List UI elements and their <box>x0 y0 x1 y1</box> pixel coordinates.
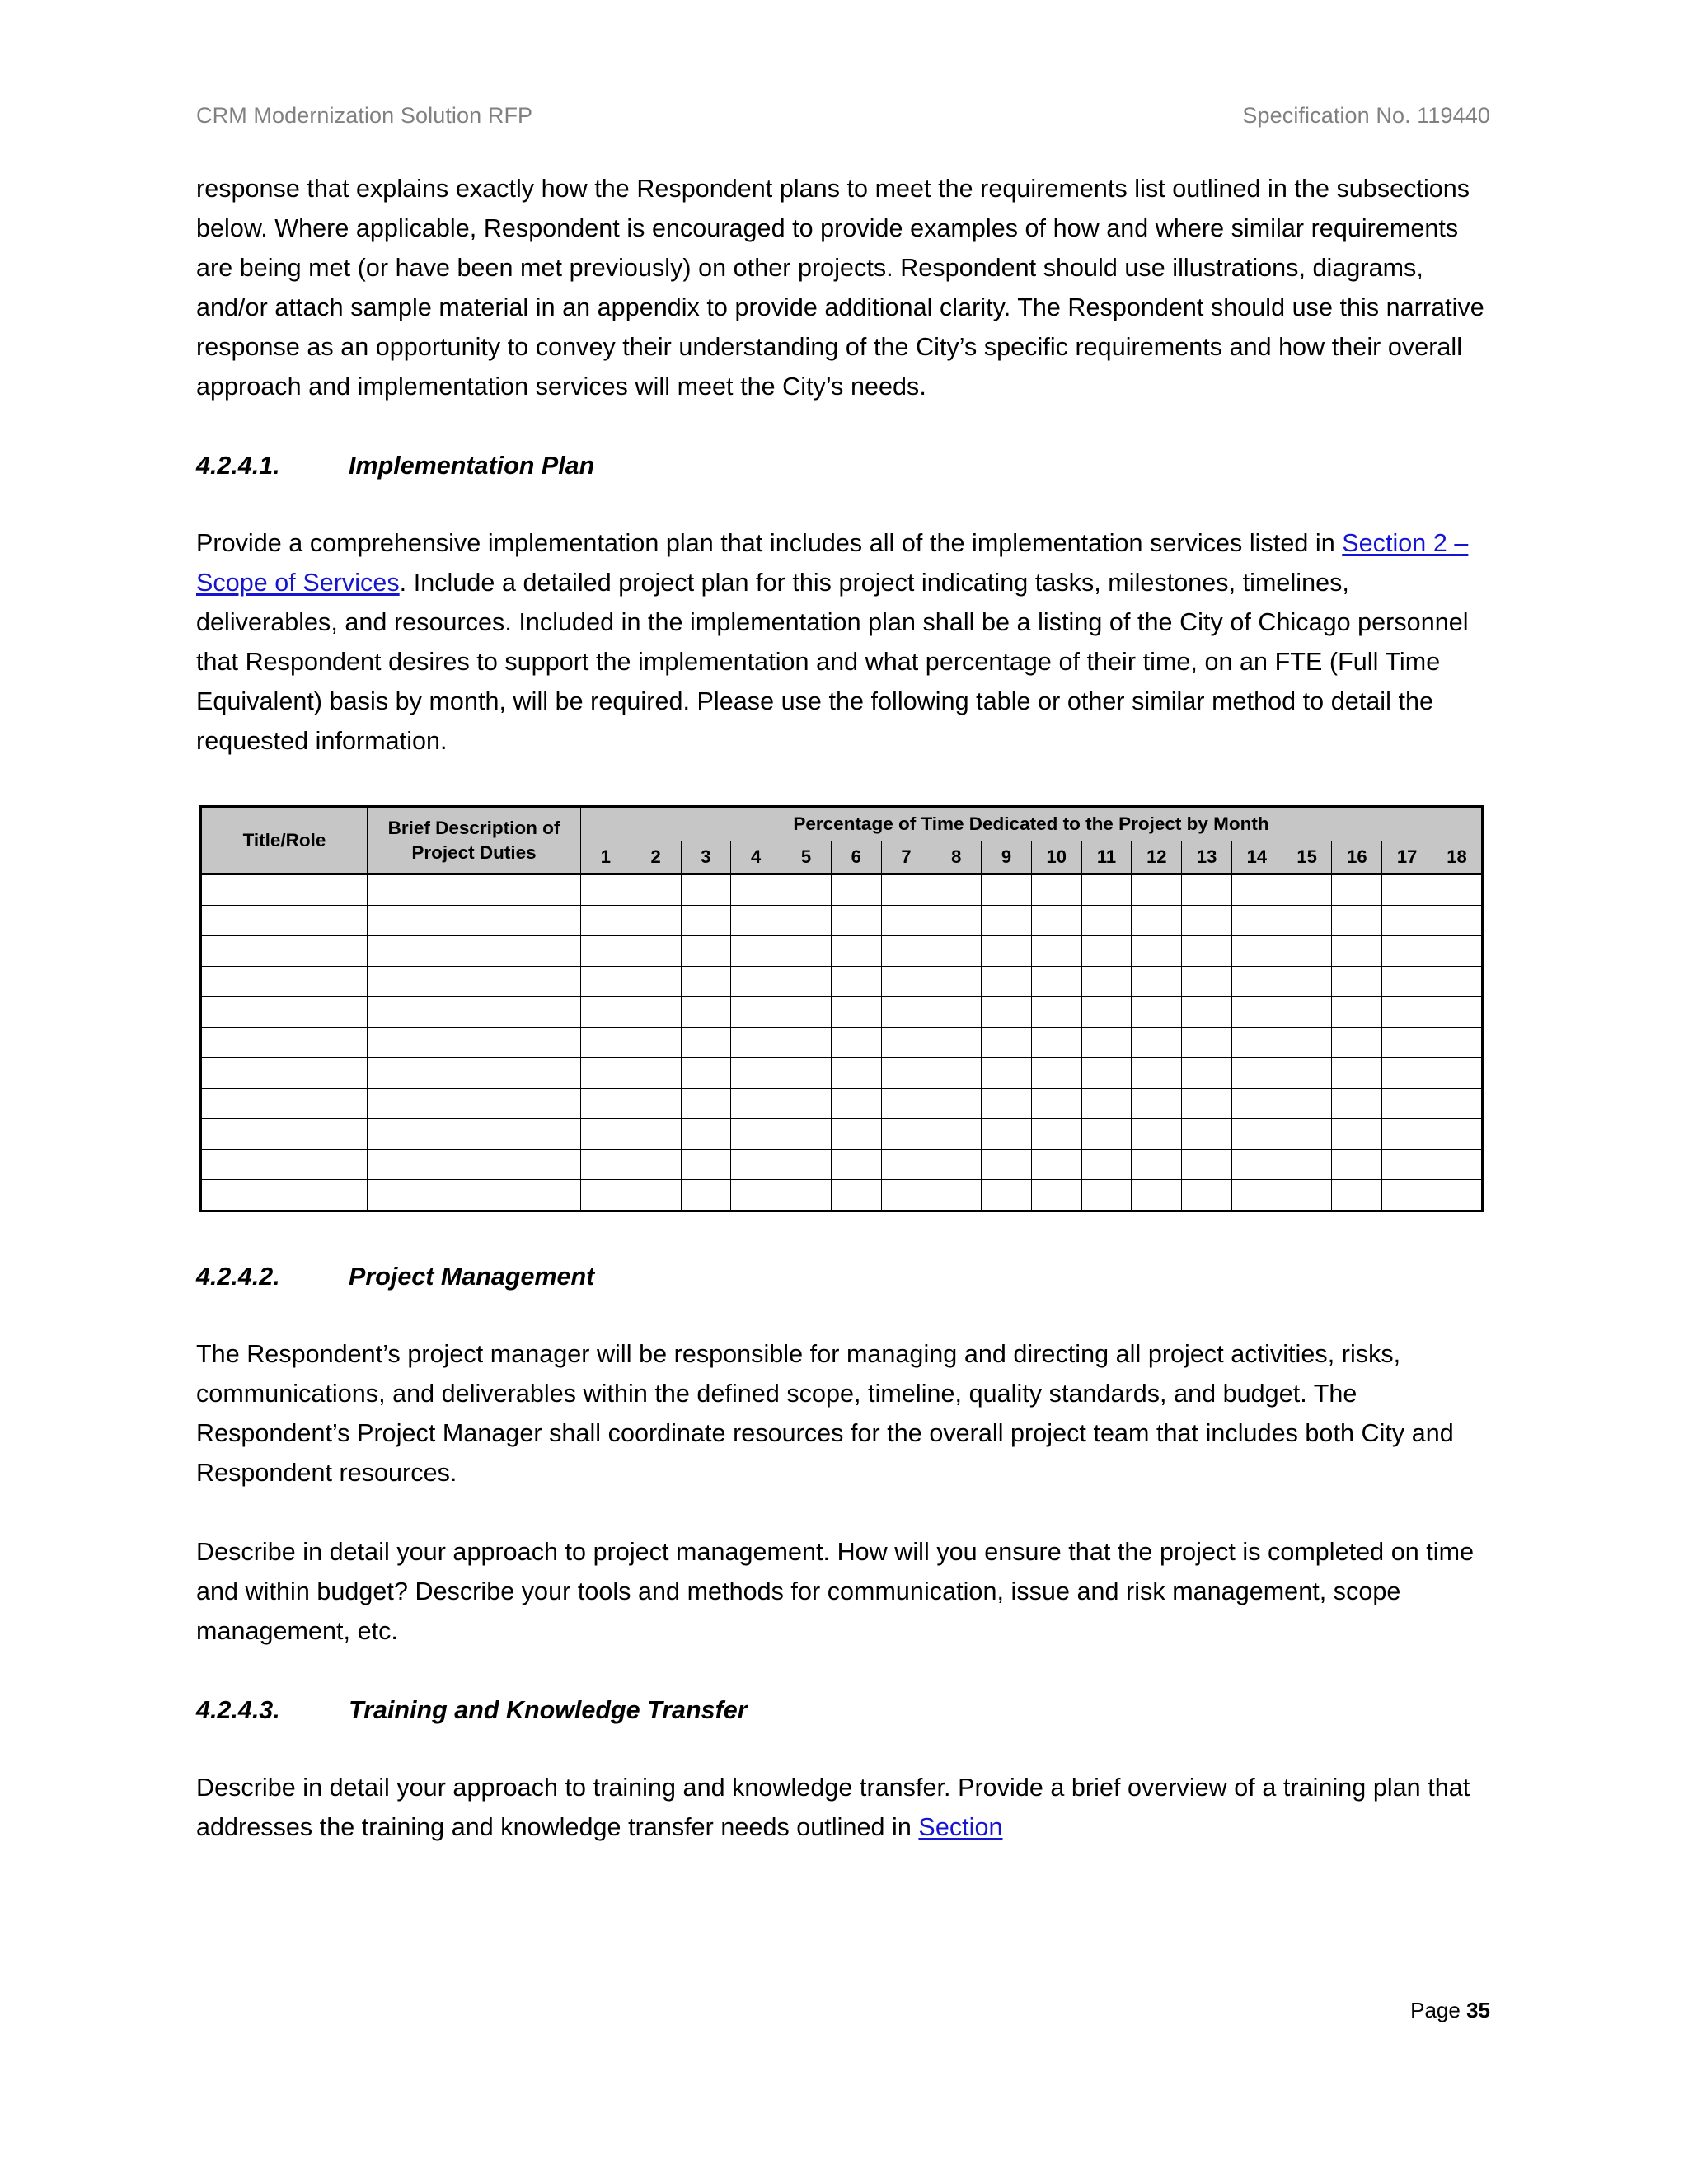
cell-month-9[interactable] <box>982 967 1032 997</box>
cell-month-7[interactable] <box>881 906 931 936</box>
cell-month-5[interactable] <box>781 1150 832 1180</box>
cell-month-18[interactable] <box>1432 936 1483 967</box>
heading-4-2-4-2 <box>196 1258 1490 1295</box>
running-footer <box>196 1998 1490 2023</box>
intro-paragraph: response that explains exactly how the Respondent plans to meet the requirements list outlined in the subsections below. Where applicable, Respondent is encouraged to provide examples of how and where similar requirements are being met (or have been met previously) on other projects. Respondent should use illustrations, diagrams, and/or attach sample material in an appendix to provide additional clarity. The Respondent should use this narrative response as an opportunity to convey their understanding of the City’s specific requirements and how their overall approach and implementation services will meet the City’s needs. <box>196 175 1484 401</box>
cell-month-17[interactable] <box>1382 874 1432 906</box>
cell-month-8[interactable] <box>931 874 982 906</box>
cell-month-17[interactable] <box>1382 1180 1432 1212</box>
cell-month-8[interactable] <box>931 1119 982 1150</box>
cell-month-17[interactable] <box>1382 1028 1432 1058</box>
cell-month-13[interactable] <box>1182 1089 1232 1119</box>
cell-month-11[interactable] <box>1081 874 1132 906</box>
cell-month-5[interactable] <box>781 1180 832 1212</box>
cell-month-16[interactable] <box>1332 1119 1382 1150</box>
cell-month-16[interactable] <box>1332 1058 1382 1089</box>
cell-month-7[interactable] <box>881 1180 931 1212</box>
cell-month-7[interactable] <box>881 967 931 997</box>
cell-title-role[interactable] <box>201 1150 368 1180</box>
cell-month-10[interactable] <box>1031 1089 1081 1119</box>
cell-month-8[interactable] <box>931 967 982 997</box>
cell-month-9[interactable] <box>982 1180 1032 1212</box>
cell-month-11[interactable] <box>1081 997 1132 1028</box>
cell-month-13[interactable] <box>1182 967 1232 997</box>
cell-month-6[interactable] <box>831 997 881 1028</box>
cell-month-18[interactable] <box>1432 967 1483 997</box>
cell-month-1[interactable] <box>581 997 631 1028</box>
cell-title-role[interactable] <box>201 936 368 967</box>
cell-month-10[interactable] <box>1031 874 1081 906</box>
th-month-15: 15 <box>1282 841 1332 874</box>
cell-month-2[interactable] <box>631 1089 681 1119</box>
cell-month-6[interactable] <box>831 1028 881 1058</box>
cell-month-1[interactable] <box>581 1180 631 1212</box>
th-month-13: 13 <box>1182 841 1232 874</box>
cell-month-9[interactable] <box>982 1058 1032 1089</box>
cell-month-6[interactable] <box>831 1150 881 1180</box>
cell-month-1[interactable] <box>581 967 631 997</box>
cell-month-16[interactable] <box>1332 1180 1382 1212</box>
document-content <box>196 169 1490 1847</box>
th-month-6: 6 <box>831 841 881 874</box>
cell-month-9[interactable] <box>982 936 1032 967</box>
cell-month-10[interactable] <box>1031 936 1081 967</box>
running-header <box>196 103 1490 129</box>
spacer <box>196 761 1490 805</box>
cell-month-13[interactable] <box>1182 1058 1232 1089</box>
project-management-paragraph-2: Describe in detail your approach to project management. How will you ensure that the project is completed on time and within budget? Describe your tools and methods for communication, issue and risk management, scope management, etc. <box>196 1538 1475 1645</box>
link-section-2-scope-of-services[interactable]: Section 2 – Scope of Services <box>196 529 1469 597</box>
spacer <box>196 406 1490 448</box>
fte-table-container <box>196 805 1490 1212</box>
cell-month-17[interactable] <box>1382 906 1432 936</box>
cell-month-4[interactable] <box>731 1150 781 1180</box>
cell-month-6[interactable] <box>831 936 881 967</box>
cell-month-12[interactable] <box>1132 1028 1182 1058</box>
cell-month-7[interactable] <box>881 1150 931 1180</box>
cell-month-9[interactable] <box>982 1028 1032 1058</box>
cell-month-16[interactable] <box>1332 967 1382 997</box>
cell-month-18[interactable] <box>1432 1028 1483 1058</box>
cell-month-3[interactable] <box>681 967 731 997</box>
cell-month-13[interactable] <box>1182 874 1232 906</box>
heading-number: 4.2.4.1. <box>196 452 280 480</box>
cell-month-1[interactable] <box>581 1028 631 1058</box>
table-row <box>201 1028 1483 1058</box>
cell-month-17[interactable] <box>1382 936 1432 967</box>
th-month-4: 4 <box>731 841 781 874</box>
th-month-10: 10 <box>1031 841 1081 874</box>
header-specification-number: Specification No. 119440 <box>1242 103 1490 128</box>
paragraph-text-after-link: . Include a detailed project plan for this project indicating tasks, milestones, timelines, deliverables, and resources. Included in the implementation plan shall be a listing of the City of Chicago personnel that Respondent desires to support the implementation and what percentage of their time, on an FTE (Full Time Equivalent) basis by month, will be required. Please use the following table or other similar method to detail the requested information. <box>196 569 1469 755</box>
cell-month-11[interactable] <box>1081 906 1132 936</box>
cell-month-11[interactable] <box>1081 1028 1132 1058</box>
cell-month-2[interactable] <box>631 997 681 1028</box>
cell-month-15[interactable] <box>1282 936 1332 967</box>
footer-page-number: 35 <box>1466 1998 1490 2022</box>
cell-month-5[interactable] <box>781 1058 832 1089</box>
link-section[interactable]: Section <box>918 1813 1003 1841</box>
cell-month-3[interactable] <box>681 1028 731 1058</box>
heading-number: 4.2.4.2. <box>196 1263 280 1291</box>
cell-duties[interactable] <box>368 967 581 997</box>
cell-month-8[interactable] <box>931 906 982 936</box>
cell-month-18[interactable] <box>1432 1150 1483 1180</box>
cell-month-7[interactable] <box>881 997 931 1028</box>
cell-month-6[interactable] <box>831 1089 881 1119</box>
cell-month-9[interactable] <box>982 1119 1032 1150</box>
cell-month-8[interactable] <box>931 1028 982 1058</box>
spacer <box>196 1651 1490 1692</box>
cell-month-10[interactable] <box>1031 997 1081 1028</box>
cell-month-15[interactable] <box>1282 997 1332 1028</box>
cell-month-4[interactable] <box>731 967 781 997</box>
cell-month-14[interactable] <box>1231 906 1282 936</box>
cell-month-6[interactable] <box>831 967 881 997</box>
cell-month-11[interactable] <box>1081 1150 1132 1180</box>
cell-title-role[interactable] <box>201 1180 368 1212</box>
cell-month-12[interactable] <box>1132 906 1182 936</box>
cell-month-6[interactable] <box>831 1180 881 1212</box>
cell-month-6[interactable] <box>831 1119 881 1150</box>
cell-month-12[interactable] <box>1132 1119 1182 1150</box>
cell-month-14[interactable] <box>1231 997 1282 1028</box>
cell-month-16[interactable] <box>1332 936 1382 967</box>
cell-month-4[interactable] <box>731 1089 781 1119</box>
table-row <box>201 1119 1483 1150</box>
cell-month-1[interactable] <box>581 874 631 906</box>
cell-month-4[interactable] <box>731 874 781 906</box>
cell-month-8[interactable] <box>931 936 982 967</box>
cell-month-4[interactable] <box>731 1028 781 1058</box>
cell-duties[interactable] <box>368 997 581 1028</box>
cell-month-1[interactable] <box>581 906 631 936</box>
cell-month-4[interactable] <box>731 936 781 967</box>
cell-month-17[interactable] <box>1382 1089 1432 1119</box>
th-month-7: 7 <box>881 841 931 874</box>
cell-month-13[interactable] <box>1182 1150 1232 1180</box>
header-document-title: CRM Modernization Solution RFP <box>196 103 533 128</box>
cell-month-7[interactable] <box>881 1028 931 1058</box>
cell-month-10[interactable] <box>1031 1028 1081 1058</box>
fte-table-head <box>201 807 1483 874</box>
cell-month-1[interactable] <box>581 1089 631 1119</box>
cell-month-2[interactable] <box>631 1150 681 1180</box>
cell-month-5[interactable] <box>781 1089 832 1119</box>
cell-month-1[interactable] <box>581 1119 631 1150</box>
cell-month-2[interactable] <box>631 1119 681 1150</box>
cell-month-9[interactable] <box>982 1089 1032 1119</box>
cell-month-12[interactable] <box>1132 1089 1182 1119</box>
cell-month-4[interactable] <box>731 1180 781 1212</box>
cell-month-11[interactable] <box>1081 1180 1132 1212</box>
cell-month-17[interactable] <box>1382 967 1432 997</box>
spacer <box>196 1212 1490 1258</box>
cell-month-5[interactable] <box>781 1028 832 1058</box>
heading-4-2-4-3 <box>196 1692 1490 1728</box>
th-month-14: 14 <box>1231 841 1282 874</box>
cell-month-8[interactable] <box>931 1058 982 1089</box>
cell-month-14[interactable] <box>1231 1058 1282 1089</box>
cell-month-6[interactable] <box>831 874 881 906</box>
cell-month-2[interactable] <box>631 967 681 997</box>
cell-month-8[interactable] <box>931 1150 982 1180</box>
cell-month-14[interactable] <box>1231 1089 1282 1119</box>
cell-month-3[interactable] <box>681 1180 731 1212</box>
table-row <box>201 1058 1483 1089</box>
paragraph-text-before-link: Provide a comprehensive implementation plan that includes all of the implementation services listed in <box>196 529 1343 557</box>
cell-month-16[interactable] <box>1332 1150 1382 1180</box>
cell-duties[interactable] <box>368 906 581 936</box>
cell-month-4[interactable] <box>731 1119 781 1150</box>
spacer <box>196 1295 1490 1334</box>
cell-title-role[interactable] <box>201 1089 368 1119</box>
heading-title: Training and Knowledge Transfer <box>349 1696 748 1724</box>
cell-month-11[interactable] <box>1081 936 1132 967</box>
cell-month-10[interactable] <box>1031 1180 1081 1212</box>
table-row <box>201 967 1483 997</box>
cell-month-5[interactable] <box>781 1119 832 1150</box>
th-month-11: 11 <box>1081 841 1132 874</box>
cell-month-18[interactable] <box>1432 997 1483 1028</box>
th-duties-line2: Project Duties <box>411 841 537 863</box>
cell-month-10[interactable] <box>1031 906 1081 936</box>
th-percentage-span: Percentage of Time Dedicated to the Project by Month <box>581 807 1483 841</box>
cell-duties[interactable] <box>368 936 581 967</box>
cell-month-12[interactable] <box>1132 936 1182 967</box>
cell-month-10[interactable] <box>1031 1058 1081 1089</box>
th-month-9: 9 <box>982 841 1032 874</box>
cell-month-2[interactable] <box>631 936 681 967</box>
fte-table-body <box>201 874 1483 1212</box>
th-month-3: 3 <box>681 841 731 874</box>
cell-duties[interactable] <box>368 874 581 906</box>
cell-month-16[interactable] <box>1332 906 1382 936</box>
cell-month-18[interactable] <box>1432 1058 1483 1089</box>
spacer <box>196 484 1490 523</box>
cell-month-2[interactable] <box>631 874 681 906</box>
cell-title-role[interactable] <box>201 906 368 936</box>
cell-month-14[interactable] <box>1231 936 1282 967</box>
cell-month-12[interactable] <box>1132 967 1182 997</box>
cell-month-16[interactable] <box>1332 997 1382 1028</box>
cell-month-5[interactable] <box>781 874 832 906</box>
cell-month-15[interactable] <box>1282 1180 1332 1212</box>
th-month-18: 18 <box>1432 841 1483 874</box>
cell-duties[interactable] <box>368 1119 581 1150</box>
cell-month-4[interactable] <box>731 1058 781 1089</box>
cell-duties[interactable] <box>368 1180 581 1212</box>
cell-month-17[interactable] <box>1382 1058 1432 1089</box>
fte-percentage-table <box>199 805 1484 1212</box>
cell-month-13[interactable] <box>1182 1028 1232 1058</box>
cell-month-12[interactable] <box>1132 1180 1182 1212</box>
table-row <box>201 874 1483 906</box>
cell-month-14[interactable] <box>1231 874 1282 906</box>
cell-month-6[interactable] <box>831 906 881 936</box>
spacer <box>196 1493 1490 1532</box>
cell-month-12[interactable] <box>1132 874 1182 906</box>
cell-month-2[interactable] <box>631 1058 681 1089</box>
cell-duties[interactable] <box>368 1058 581 1089</box>
cell-month-9[interactable] <box>982 906 1032 936</box>
cell-month-15[interactable] <box>1282 906 1332 936</box>
cell-month-2[interactable] <box>631 1180 681 1212</box>
cell-month-13[interactable] <box>1182 997 1232 1028</box>
cell-month-5[interactable] <box>781 936 832 967</box>
cell-month-15[interactable] <box>1282 1058 1332 1089</box>
cell-month-16[interactable] <box>1332 874 1382 906</box>
cell-month-10[interactable] <box>1031 1150 1081 1180</box>
cell-month-15[interactable] <box>1282 1150 1332 1180</box>
cell-duties[interactable] <box>368 1150 581 1180</box>
cell-month-16[interactable] <box>1332 1089 1382 1119</box>
cell-month-10[interactable] <box>1031 967 1081 997</box>
table-row <box>201 936 1483 967</box>
cell-month-14[interactable] <box>1231 967 1282 997</box>
cell-month-3[interactable] <box>681 874 731 906</box>
cell-month-6[interactable] <box>831 1058 881 1089</box>
cell-month-7[interactable] <box>881 936 931 967</box>
table-row <box>201 1150 1483 1180</box>
cell-title-role[interactable] <box>201 997 368 1028</box>
cell-month-18[interactable] <box>1432 874 1483 906</box>
cell-month-14[interactable] <box>1231 1150 1282 1180</box>
cell-month-8[interactable] <box>931 997 982 1028</box>
th-month-17: 17 <box>1382 841 1432 874</box>
th-duties-line1: Brief Description of <box>387 817 560 838</box>
table-row <box>201 997 1483 1028</box>
cell-month-11[interactable] <box>1081 1058 1132 1089</box>
cell-title-role[interactable] <box>201 967 368 997</box>
cell-month-11[interactable] <box>1081 967 1132 997</box>
cell-title-role[interactable] <box>201 1119 368 1150</box>
cell-month-15[interactable] <box>1282 1028 1332 1058</box>
cell-month-4[interactable] <box>731 906 781 936</box>
cell-month-14[interactable] <box>1231 1119 1282 1150</box>
cell-month-3[interactable] <box>681 906 731 936</box>
th-month-2: 2 <box>631 841 681 874</box>
cell-month-18[interactable] <box>1432 1089 1483 1119</box>
th-title-role: Title/Role <box>201 807 368 874</box>
cell-month-5[interactable] <box>781 967 832 997</box>
footer-page-label: Page <box>1410 1998 1461 2022</box>
th-month-16: 16 <box>1332 841 1382 874</box>
cell-month-18[interactable] <box>1432 1180 1483 1212</box>
training-knowledge-transfer-paragraph <box>196 1768 1490 1847</box>
cell-month-5[interactable] <box>781 997 832 1028</box>
cell-month-12[interactable] <box>1132 1150 1182 1180</box>
cell-month-12[interactable] <box>1132 997 1182 1028</box>
cell-month-1[interactable] <box>581 1058 631 1089</box>
cell-month-17[interactable] <box>1382 1119 1432 1150</box>
table-row <box>201 1180 1483 1212</box>
cell-month-17[interactable] <box>1382 1150 1432 1180</box>
project-management-paragraph-1: The Respondent’s project manager will be responsible for managing and directing all project activities, risks, communications, and deliverables within the defined scope, timeline, quality standards, and budget. The Respondent’s Project Manager shall coordinate resources for the overall project team that includes both City and Respondent resources. <box>196 1340 1454 1487</box>
implementation-plan-paragraph <box>196 523 1490 761</box>
cell-month-7[interactable] <box>881 1119 931 1150</box>
heading-number: 4.2.4.3. <box>196 1696 280 1724</box>
cell-duties[interactable] <box>368 1028 581 1058</box>
cell-month-14[interactable] <box>1231 1028 1282 1058</box>
cell-month-17[interactable] <box>1382 997 1432 1028</box>
cell-month-2[interactable] <box>631 1028 681 1058</box>
cell-month-13[interactable] <box>1182 936 1232 967</box>
cell-month-4[interactable] <box>731 997 781 1028</box>
cell-month-15[interactable] <box>1282 1089 1332 1119</box>
cell-title-role[interactable] <box>201 1058 368 1089</box>
cell-month-10[interactable] <box>1031 1119 1081 1150</box>
cell-month-18[interactable] <box>1432 906 1483 936</box>
cell-month-8[interactable] <box>931 1089 982 1119</box>
cell-month-15[interactable] <box>1282 967 1332 997</box>
heading-title: Implementation Plan <box>349 452 595 480</box>
cell-month-3[interactable] <box>681 936 731 967</box>
cell-month-8[interactable] <box>931 1180 982 1212</box>
cell-month-13[interactable] <box>1182 1119 1232 1150</box>
cell-month-15[interactable] <box>1282 1119 1332 1150</box>
cell-month-11[interactable] <box>1081 1089 1132 1119</box>
cell-month-3[interactable] <box>681 1119 731 1150</box>
cell-month-12[interactable] <box>1132 1058 1182 1089</box>
cell-month-18[interactable] <box>1432 1119 1483 1150</box>
table-row <box>201 1089 1483 1119</box>
cell-month-9[interactable] <box>982 1150 1032 1180</box>
cell-month-1[interactable] <box>581 1150 631 1180</box>
th-month-12: 12 <box>1132 841 1182 874</box>
th-month-1: 1 <box>581 841 631 874</box>
th-brief-description <box>368 807 581 874</box>
heading-4-2-4-1 <box>196 448 1490 484</box>
cell-month-2[interactable] <box>631 906 681 936</box>
cell-month-11[interactable] <box>1081 1119 1132 1150</box>
cell-month-3[interactable] <box>681 1150 731 1180</box>
paragraph-text-before-link: Describe in detail your approach to training and knowledge transfer. Provide a brief overview of a training plan that addresses the training and knowledge transfer needs outlined in <box>196 1774 1470 1841</box>
cell-month-7[interactable] <box>881 1089 931 1119</box>
cell-month-15[interactable] <box>1282 874 1332 906</box>
cell-month-9[interactable] <box>982 874 1032 906</box>
cell-title-role[interactable] <box>201 1028 368 1058</box>
cell-title-role[interactable] <box>201 874 368 906</box>
cell-month-7[interactable] <box>881 874 931 906</box>
cell-month-13[interactable] <box>1182 906 1232 936</box>
cell-month-9[interactable] <box>982 997 1032 1028</box>
th-month-5: 5 <box>781 841 832 874</box>
cell-month-3[interactable] <box>681 1058 731 1089</box>
heading-title: Project Management <box>349 1263 595 1291</box>
cell-month-3[interactable] <box>681 1089 731 1119</box>
cell-month-7[interactable] <box>881 1058 931 1089</box>
fte-table-header-row-1 <box>201 807 1483 841</box>
cell-month-1[interactable] <box>581 936 631 967</box>
th-month-8: 8 <box>931 841 982 874</box>
table-row <box>201 906 1483 936</box>
cell-duties[interactable] <box>368 1089 581 1119</box>
cell-month-13[interactable] <box>1182 1180 1232 1212</box>
cell-month-14[interactable] <box>1231 1180 1282 1212</box>
cell-month-5[interactable] <box>781 906 832 936</box>
spacer <box>196 1728 1490 1768</box>
cell-month-3[interactable] <box>681 997 731 1028</box>
cell-month-16[interactable] <box>1332 1028 1382 1058</box>
